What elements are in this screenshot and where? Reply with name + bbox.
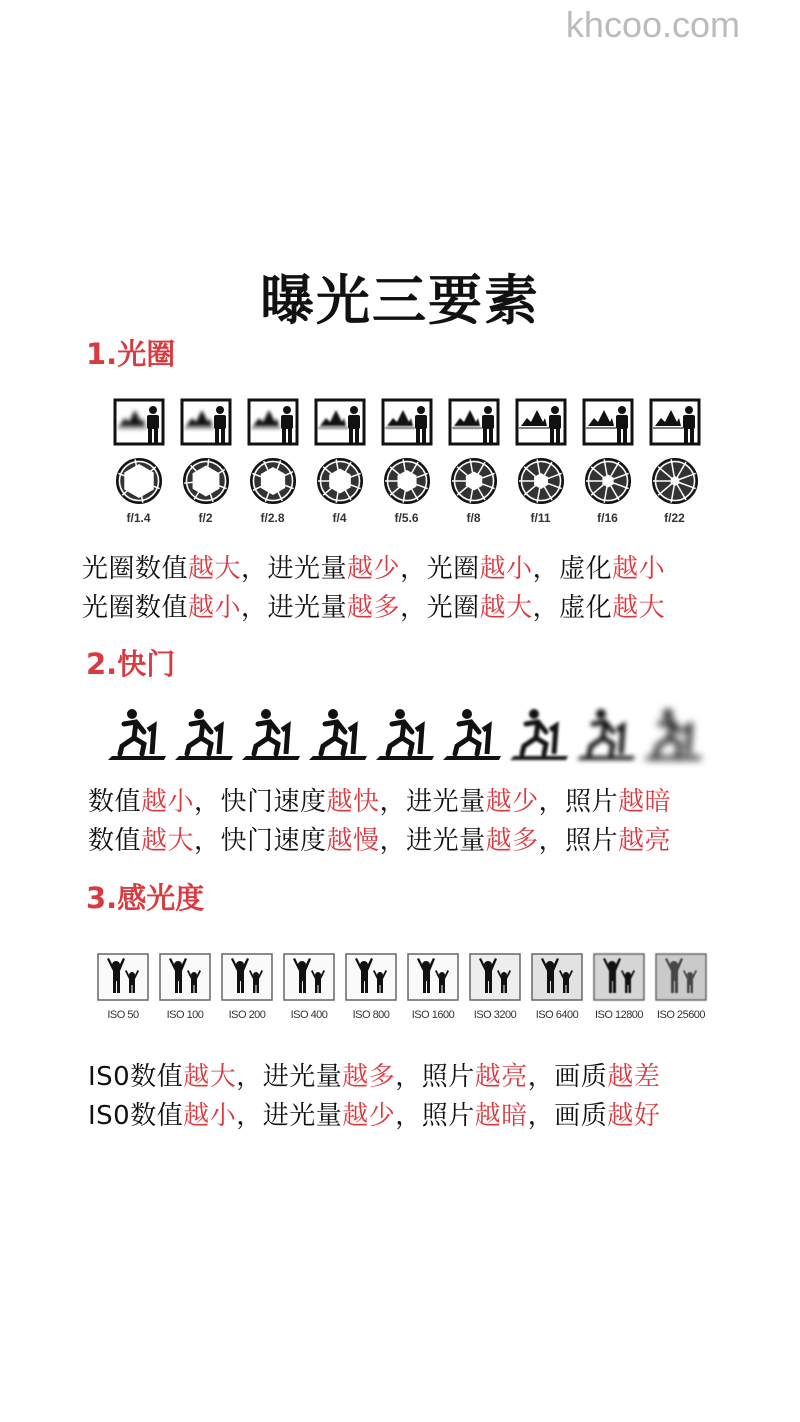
shutter-line-1 — [88, 781, 671, 818]
running-person-icon — [575, 706, 637, 764]
highlight-text: 越小 — [141, 787, 195, 817]
text-segment: ，进光量 — [236, 1062, 343, 1092]
people-icon — [407, 953, 459, 1001]
f-stop-label: f/4 — [332, 511, 347, 525]
people-icon — [469, 953, 521, 1001]
page-title: 曝光三要素 — [260, 269, 540, 332]
iso-item — [650, 953, 712, 1021]
depth-of-field-icon — [180, 398, 232, 446]
people-icon — [531, 953, 583, 1001]
iso-label: ISO 3200 — [473, 1009, 517, 1021]
highlight-text: 越少 — [485, 787, 539, 817]
depth-of-field-icon — [515, 398, 567, 446]
watermark: khcoo.com — [565, 4, 740, 45]
aperture-item — [641, 398, 708, 525]
iso-label: ISO 25600 — [656, 1009, 706, 1021]
highlight-text: 越大 — [479, 593, 533, 623]
shutter-item — [170, 706, 237, 764]
f-stop-label: f/2 — [198, 511, 213, 525]
text-segment: ，画质 — [527, 1101, 608, 1131]
highlight-text: 越快 — [326, 787, 380, 817]
shutter-item — [304, 706, 371, 764]
text-segment: ，画质 — [527, 1062, 608, 1092]
text-segment: ，照片 — [538, 826, 619, 856]
running-person-icon — [642, 706, 704, 764]
f-stop-label: f/16 — [597, 511, 618, 525]
iso-label: ISO 50 — [107, 1009, 139, 1021]
highlight-text: 越多 — [347, 593, 401, 623]
iso-label: ISO 6400 — [535, 1009, 579, 1021]
shutter-item — [572, 706, 639, 764]
text-segment: ，照片 — [538, 787, 619, 817]
iso-item — [464, 953, 526, 1021]
text-segment: 数值 — [88, 826, 142, 856]
running-person-icon — [441, 706, 503, 764]
iso-label: ISO 400 — [290, 1009, 328, 1021]
iso-item — [216, 953, 278, 1021]
highlight-text: 越大 — [188, 554, 242, 584]
highlight-text: 越多 — [485, 826, 539, 856]
text-segment: 光圈数值 — [82, 554, 189, 584]
iso-item — [588, 953, 650, 1021]
running-person-icon — [374, 706, 436, 764]
people-icon — [159, 953, 211, 1001]
iso-item — [526, 953, 588, 1021]
aperture-item — [507, 398, 574, 525]
highlight-text: 越少 — [342, 1101, 396, 1131]
iso-label: ISO 800 — [352, 1009, 390, 1021]
shutter-row — [103, 706, 706, 764]
text-segment: ，光圈 — [400, 554, 480, 584]
aperture-item — [172, 398, 239, 525]
heading-iso: 3.感光度 — [86, 881, 205, 915]
f-stop-label: f/8 — [466, 511, 481, 525]
text-segment: ，快门速度 — [194, 787, 327, 817]
highlight-text: 越暗 — [474, 1101, 528, 1131]
running-person-icon — [307, 706, 369, 764]
depth-of-field-icon — [247, 398, 299, 446]
f-stop-label: f/5.6 — [394, 511, 419, 525]
aperture-item — [373, 398, 440, 525]
iso-label: ISO 200 — [228, 1009, 266, 1021]
f-stop-label: f/11 — [530, 511, 551, 525]
text-segment: ，进光量 — [241, 554, 348, 584]
aperture-icon — [517, 457, 565, 505]
shutter-line-2 — [88, 820, 671, 857]
iso-item — [278, 953, 340, 1021]
highlight-text: 越小 — [479, 554, 533, 584]
aperture-item — [306, 398, 373, 525]
running-person-icon — [173, 706, 235, 764]
text-segment: ，进光量 — [236, 1101, 343, 1131]
iso-line-1 — [88, 1056, 660, 1093]
aperture-icon — [182, 457, 230, 505]
running-person-icon — [240, 706, 302, 764]
aperture-icon — [316, 457, 364, 505]
shutter-item — [639, 706, 706, 764]
highlight-text: 越小 — [612, 554, 666, 584]
iso-item — [92, 953, 154, 1021]
iso-label: ISO 100 — [166, 1009, 204, 1021]
highlight-text: 越多 — [342, 1062, 396, 1092]
shutter-item — [371, 706, 438, 764]
highlight-text: 越小 — [183, 1101, 237, 1131]
text-segment: IS0数值 — [88, 1101, 184, 1131]
highlight-text: 越亮 — [618, 826, 672, 856]
running-person-icon — [508, 706, 570, 764]
depth-of-field-icon — [649, 398, 701, 446]
people-icon — [283, 953, 335, 1001]
aperture-icon — [584, 457, 632, 505]
text-segment: ，进光量 — [379, 826, 486, 856]
people-icon — [345, 953, 397, 1001]
highlight-text: 越大 — [183, 1062, 237, 1092]
highlight-text: 越大 — [612, 593, 666, 623]
iso-item — [154, 953, 216, 1021]
highlight-text: 越大 — [141, 826, 195, 856]
highlight-text: 越亮 — [474, 1062, 528, 1092]
aperture-line-1 — [82, 548, 665, 585]
text-segment: ，虚化 — [532, 593, 613, 623]
text-segment: ，虚化 — [532, 554, 613, 584]
aperture-icon — [651, 457, 699, 505]
iso-item — [340, 953, 402, 1021]
iso-label: ISO 12800 — [594, 1009, 644, 1021]
aperture-line-2 — [82, 587, 665, 624]
shutter-item — [438, 706, 505, 764]
text-segment: ，照片 — [395, 1062, 475, 1092]
people-icon — [221, 953, 273, 1001]
aperture-item — [105, 398, 172, 525]
shutter-item — [103, 706, 170, 764]
people-icon — [97, 953, 149, 1001]
text-segment: ，照片 — [395, 1101, 475, 1131]
aperture-row — [105, 398, 708, 525]
highlight-text: 越好 — [607, 1101, 661, 1131]
text-segment: IS0数值 — [88, 1062, 184, 1092]
highlight-text: 越少 — [347, 554, 401, 584]
text-segment: ，进光量 — [379, 787, 486, 817]
aperture-item — [440, 398, 507, 525]
shutter-item — [237, 706, 304, 764]
shutter-item — [505, 706, 572, 764]
f-stop-label: f/1.4 — [126, 511, 151, 525]
highlight-text: 越暗 — [618, 787, 672, 817]
aperture-icon — [450, 457, 498, 505]
iso-row — [92, 953, 712, 1021]
aperture-icon — [115, 457, 163, 505]
heading-aperture: 1.光圈 — [86, 337, 176, 371]
highlight-text: 越差 — [607, 1062, 661, 1092]
aperture-icon — [383, 457, 431, 505]
depth-of-field-icon — [113, 398, 165, 446]
f-stop-label: f/22 — [664, 511, 685, 525]
depth-of-field-icon — [582, 398, 634, 446]
iso-item — [402, 953, 464, 1021]
text-segment: ，光圈 — [400, 593, 480, 623]
aperture-icon — [249, 457, 297, 505]
aperture-item — [574, 398, 641, 525]
depth-of-field-icon — [448, 398, 500, 446]
highlight-text: 越小 — [188, 593, 242, 623]
iso-line-2 — [88, 1095, 660, 1132]
text-segment: 数值 — [88, 787, 142, 817]
depth-of-field-icon — [381, 398, 433, 446]
f-stop-label: f/2.8 — [260, 511, 285, 525]
text-segment: ，进光量 — [241, 593, 348, 623]
text-segment: 光圈数值 — [82, 593, 189, 623]
depth-of-field-icon — [314, 398, 366, 446]
people-icon — [593, 953, 645, 1001]
highlight-text: 越慢 — [326, 826, 380, 856]
iso-label: ISO 1600 — [411, 1009, 455, 1021]
running-person-icon — [106, 706, 168, 764]
text-segment: ，快门速度 — [194, 826, 327, 856]
people-icon — [655, 953, 707, 1001]
aperture-item — [239, 398, 306, 525]
heading-shutter: 2.快门 — [86, 647, 176, 681]
